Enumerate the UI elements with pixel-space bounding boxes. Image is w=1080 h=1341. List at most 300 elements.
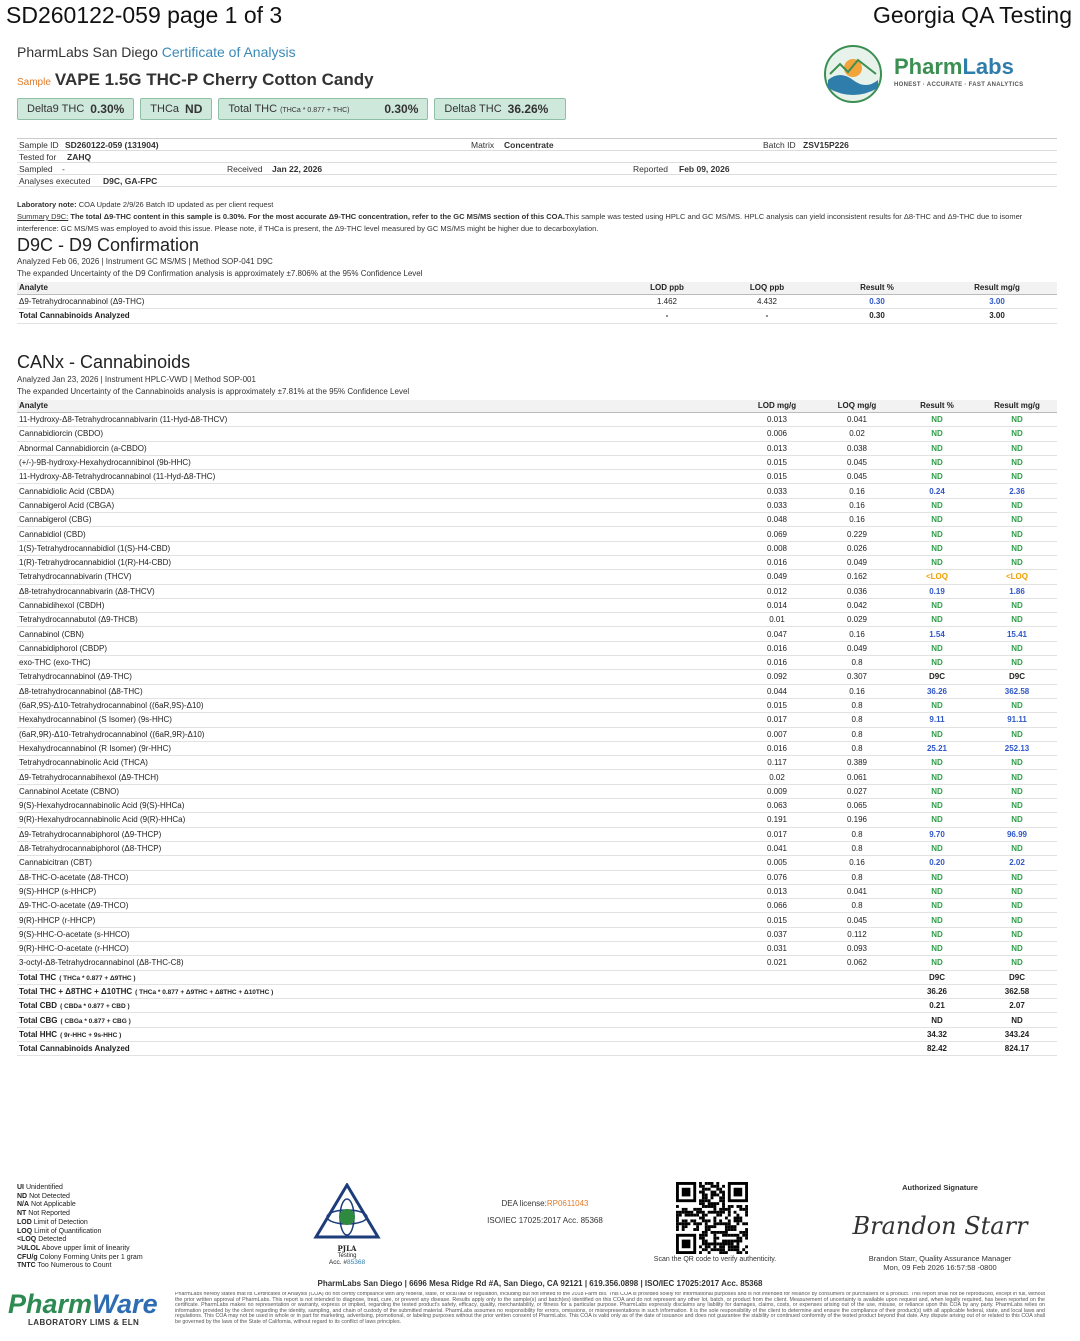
- analyte-name: Tetrahydrocannabinolic Acid (THCA): [19, 758, 148, 768]
- result-pct-cell: 36.26: [897, 684, 977, 698]
- result-mg-cell: ND: [977, 727, 1057, 741]
- abbreviation-legend: [17, 1184, 143, 1271]
- analyte-name: 9(S)-HHCP (s-HHCP): [19, 886, 97, 896]
- lod-cell: 0.021: [737, 956, 817, 970]
- col-result-mg: Result mg/g: [937, 282, 1057, 295]
- d9c-uncertainty: The expanded Uncertainty of the D9 Confirmation analysis is approximately ±7.806% at the 95% Confidence Level: [17, 269, 423, 278]
- lod-cell: 0.009: [737, 784, 817, 798]
- result-mg-cell: D9C: [977, 670, 1057, 684]
- analyte-name: 3-octyl-Δ8-Tetrahydrocannabinol (Δ8-THC-C8): [19, 958, 184, 968]
- analyte-name: Cannabigerol (CBG): [19, 515, 92, 525]
- lod-cell: 0.033: [737, 498, 817, 512]
- result-mg-cell: ND: [977, 555, 1057, 569]
- result-pct-cell: 1.54: [897, 627, 977, 641]
- legend-value: Limit of Detection: [33, 1218, 88, 1226]
- table-row: [17, 641, 1057, 655]
- matrix-label: Matrix: [471, 140, 495, 150]
- result-mg-cell: 1.86: [977, 584, 1057, 598]
- result-pct-cell: ND: [897, 513, 977, 527]
- legend-item: [17, 1236, 143, 1245]
- table-row: [17, 498, 1057, 512]
- lod-cell: 0.008: [737, 541, 817, 555]
- loq-cell: 0.16: [817, 498, 897, 512]
- table-row: [17, 770, 1057, 784]
- summary-bold: The total Δ9-THC content in this sample is 0.30%. For the most accurate Δ9-THC concentration, refer to the GC MS/MS section of this COA.: [70, 212, 565, 221]
- analyte-name: 9(R)-Hexahydrocannabinolic Acid (9(R)-HHCa): [19, 815, 186, 825]
- table-row: [17, 627, 1057, 641]
- result-pct-cell: ND: [897, 427, 977, 441]
- analyte-cell: [17, 713, 737, 727]
- loq-cell: [817, 1042, 897, 1056]
- dea-license: RP0611043: [546, 1199, 589, 1208]
- loq-cell: [817, 1027, 897, 1041]
- lod-cell: 1.462: [617, 295, 717, 309]
- result-mg-cell: ND: [977, 441, 1057, 455]
- dea-label: DEA license:: [501, 1199, 547, 1208]
- analyte-cell: [17, 455, 737, 469]
- analyte-cell: [17, 727, 737, 741]
- result-mg-cell: 91.11: [977, 713, 1057, 727]
- lod-cell: [737, 999, 817, 1013]
- lod-cell: [737, 1013, 817, 1027]
- analyte-cell: [17, 956, 737, 970]
- legend-key: <LOQ: [17, 1236, 37, 1244]
- lod-cell: 0.049: [737, 570, 817, 584]
- lod-cell: 0.013: [737, 884, 817, 898]
- loq-cell: 0.041: [817, 884, 897, 898]
- lod-cell: 0.013: [737, 441, 817, 455]
- table-row: [17, 656, 1057, 670]
- page-id: SD260122-059 page 1 of 3: [6, 2, 283, 28]
- pill-label: Delta8 THC: [444, 103, 502, 115]
- pill-label: Total THC: [228, 103, 278, 115]
- analyte-cell: [17, 913, 737, 927]
- result-mg-cell: 96.99: [977, 827, 1057, 841]
- lod-cell: 0.017: [737, 713, 817, 727]
- pharmlabs-logo: [820, 44, 1060, 104]
- loq-cell: [817, 984, 897, 998]
- loq-cell: 0.061: [817, 770, 897, 784]
- canx-meta: [17, 374, 1057, 398]
- result-pct-cell: ND: [897, 899, 977, 913]
- result-pct-cell: ND: [897, 870, 977, 884]
- summary-text: This sample was tested using HPLC and GC MS/MS. HPLC analysis can yield inconsistent results for Δ8-THC and Δ9-THC due to isomer interference: GC MS/MS was employed to avoid this issue. Please note, if THCa is present, the Δ9-THC level measured by GC MS/MS might be higher due to decarboxylation.: [17, 212, 1023, 233]
- result-mg-cell: 2.36: [977, 484, 1057, 498]
- received-label: Received: [227, 164, 263, 174]
- analyte-name: Δ8-tetrahydrocannabivarin (Δ8-THCV): [19, 586, 155, 596]
- result-pct-cell: ND: [897, 441, 977, 455]
- result-pct-cell: ND: [897, 498, 977, 512]
- loq-cell: 0.029: [817, 613, 897, 627]
- col-result-pct: Result %: [897, 400, 977, 413]
- legend-key: ND: [17, 1192, 28, 1200]
- logo-name: [894, 54, 1014, 80]
- legend-value: Too Numerous to Count: [37, 1262, 112, 1270]
- loq-cell: 0.8: [817, 741, 897, 755]
- analyte-name: Δ8-Tetrahydrocannabiphorol (Δ8-THCP): [19, 844, 162, 854]
- lod-cell: 0.014: [737, 598, 817, 612]
- lab-note: [17, 199, 1057, 211]
- lod-cell: 0.037: [737, 927, 817, 941]
- lod-cell: 0.066: [737, 899, 817, 913]
- canx-analyzed: Analyzed Jan 23, 2026 | Instrument HPLC-VWD | Method SOP-001: [17, 375, 256, 384]
- col-lod: LOD mg/g: [737, 400, 817, 413]
- analyte-name: Cannabidiphorol (CBDP): [19, 643, 108, 653]
- logo-tagline: HONEST · ACCURATE · FAST ANALYTICS: [894, 82, 1024, 88]
- table-row: [17, 756, 1057, 770]
- loq-cell: [817, 999, 897, 1013]
- result-mg-cell: ND: [977, 413, 1057, 427]
- legend-item: [17, 1228, 143, 1237]
- pill-value: 0.30%: [384, 102, 419, 116]
- analyte-cell: [17, 309, 617, 323]
- analyte-name: 11-Hydroxy-Δ8-Tetrahydrocannabivarin (11-Hyd-Δ8-THCV): [19, 415, 228, 425]
- logo-name-b: Labs: [962, 54, 1014, 79]
- table-row: [17, 698, 1057, 712]
- legend-value: Unidentified: [25, 1184, 63, 1191]
- result-pct-cell: ND: [897, 799, 977, 813]
- analyte-cell: [17, 813, 737, 827]
- lab-heading: [17, 44, 296, 60]
- result-mg-cell: ND: [977, 455, 1057, 469]
- loq-cell: 0.045: [817, 455, 897, 469]
- legend-key: CFU/g: [17, 1253, 38, 1261]
- result-mg-cell: ND: [977, 899, 1057, 913]
- analyte-name: (6aR,9R)-Δ10-Tetrahydrocannabinol ((6aR,9R)-Δ10): [19, 729, 205, 739]
- result-mg-cell: ND: [977, 784, 1057, 798]
- table-row: [17, 295, 1057, 309]
- loq-cell: 0.02: [817, 427, 897, 441]
- table-row: [17, 513, 1057, 527]
- result-mg-cell: ND: [977, 870, 1057, 884]
- loq-cell: 0.196: [817, 813, 897, 827]
- lod-cell: 0.016: [737, 555, 817, 569]
- analyte-cell: [17, 941, 737, 955]
- signer-name: Brandon Starr, Quality Assurance Manager: [868, 1254, 1012, 1263]
- result-pct-cell: ND: [897, 541, 977, 555]
- tested-label: Tested for: [19, 152, 57, 162]
- result-mg-cell: 343.24: [977, 1027, 1057, 1041]
- analyte-cell: [17, 841, 737, 855]
- analyte-cell: [17, 770, 737, 784]
- result-mg-cell: ND: [977, 613, 1057, 627]
- sample-info: [17, 138, 1057, 187]
- legend-key: LOD: [17, 1218, 32, 1226]
- loq-cell: -: [717, 309, 817, 323]
- table-row: [17, 584, 1057, 598]
- analyte-name: Cannabidiorcin (CBDO): [19, 429, 104, 439]
- table-row: [17, 427, 1057, 441]
- result-pct-cell: 0.21: [897, 999, 977, 1013]
- result-mg-cell: D9C: [977, 970, 1057, 984]
- table-row: [17, 913, 1057, 927]
- info-row: [17, 151, 1057, 163]
- analyte-cell: [17, 555, 737, 569]
- result-pct-cell: ND: [897, 455, 977, 469]
- table-row: [17, 470, 1057, 484]
- lod-cell: 0.191: [737, 813, 817, 827]
- pjla-accreditation: [312, 1183, 382, 1266]
- lod-cell: [737, 984, 817, 998]
- col-lod: LOD ppb: [617, 282, 717, 295]
- legend-value: Limit of Quantification: [34, 1227, 102, 1235]
- table-row: [17, 455, 1057, 469]
- analyte-name: Δ8-tetrahydrocannabinol (Δ8-THC): [19, 686, 143, 696]
- col-result-pct: Result %: [817, 282, 937, 295]
- analyte-name: 9(R)-HHCP (r-HHCP): [19, 915, 96, 925]
- analyses: D9C, GA-FPC: [103, 176, 158, 186]
- table-row: [17, 741, 1057, 755]
- result-pct-cell: ND: [897, 470, 977, 484]
- lod-cell: 0.015: [737, 470, 817, 484]
- potency-summary: [17, 98, 566, 120]
- lod-cell: 0.048: [737, 513, 817, 527]
- result-mg-cell: ND: [977, 427, 1057, 441]
- lod-cell: 0.076: [737, 870, 817, 884]
- loq-cell: 0.8: [817, 870, 897, 884]
- analyte-cell: [17, 756, 737, 770]
- loq-cell: 0.093: [817, 941, 897, 955]
- pill-label: THCa: [150, 103, 180, 115]
- result-pct-cell: 36.26: [897, 984, 977, 998]
- analyte-cell: [17, 1042, 737, 1056]
- table-row: [17, 541, 1057, 555]
- signature-block: [840, 1183, 1040, 1272]
- analyte-cell: [17, 799, 737, 813]
- analyte-formula: ( THCa * 0.877 + Δ9THC ): [59, 974, 136, 982]
- result-mg-cell: 362.58: [977, 984, 1057, 998]
- analyte-cell: [17, 970, 737, 984]
- result-pct-cell: ND: [897, 555, 977, 569]
- result-mg-cell: ND: [977, 527, 1057, 541]
- table-header: [17, 400, 1057, 413]
- loq-cell: 0.045: [817, 470, 897, 484]
- loq-cell: 0.042: [817, 598, 897, 612]
- lod-cell: [737, 1027, 817, 1041]
- analyte-cell: [17, 613, 737, 627]
- analyte-cell: [17, 684, 737, 698]
- lod-cell: 0.016: [737, 656, 817, 670]
- result-pct-cell: ND: [897, 770, 977, 784]
- table-row: [17, 927, 1057, 941]
- result-pct-cell: ND: [897, 913, 977, 927]
- lod-cell: 0.013: [737, 413, 817, 427]
- analyte-cell: [17, 1027, 737, 1041]
- lod-cell: 0.016: [737, 641, 817, 655]
- analyte-cell: [17, 584, 737, 598]
- col-loq: LOQ mg/g: [817, 400, 897, 413]
- table-row: [17, 941, 1057, 955]
- loq-cell: 0.8: [817, 698, 897, 712]
- lod-cell: 0.007: [737, 727, 817, 741]
- legend-item: [17, 1210, 143, 1219]
- pharmware-sub: LABORATORY LIMS & ELN: [28, 1318, 140, 1327]
- result-mg-cell: ND: [977, 656, 1057, 670]
- lod-cell: [737, 1042, 817, 1056]
- result-pct-cell: 0.19: [897, 584, 977, 598]
- result-mg-cell: 2.02: [977, 856, 1057, 870]
- col-analyte: Analyte: [17, 400, 737, 413]
- result-pct-cell: 25.21: [897, 741, 977, 755]
- result-pct-cell: ND: [897, 641, 977, 655]
- pjla-acc-label: Acc. #: [328, 1259, 347, 1266]
- legend-value: Colony Forming Units per 1 gram: [39, 1253, 143, 1261]
- tested-for: ZAHQ: [67, 152, 92, 162]
- sampled: -: [62, 164, 65, 174]
- loq-cell: 0.041: [817, 413, 897, 427]
- analyte-name: Δ8-THC-O-acetate (Δ8-THCO): [19, 872, 129, 882]
- result-pct-cell: ND: [897, 1013, 977, 1027]
- sample-id-label: Sample ID: [19, 140, 59, 150]
- lod-cell: 0.117: [737, 756, 817, 770]
- result-mg-cell: ND: [977, 841, 1057, 855]
- received: Jan 22, 2026: [272, 164, 323, 174]
- result-mg-cell: ND: [977, 913, 1057, 927]
- loq-cell: [817, 1013, 897, 1027]
- table-row: [17, 999, 1057, 1013]
- pill-label: Delta9 THC: [27, 103, 85, 115]
- pill-total-thc: [218, 98, 428, 120]
- pill-value: ND: [185, 102, 203, 116]
- pharmware-a: Pharm: [8, 1289, 93, 1319]
- loq-cell: 0.038: [817, 441, 897, 455]
- result-mg-cell: ND: [977, 956, 1057, 970]
- result-mg-cell: 3.00: [937, 295, 1057, 309]
- analyte-cell: [17, 698, 737, 712]
- loq-cell: 0.062: [817, 956, 897, 970]
- loq-cell: 0.16: [817, 513, 897, 527]
- analyte-name: Cannabidiolic Acid (CBDA): [19, 486, 115, 496]
- lab-name: PharmLabs San Diego: [17, 44, 158, 60]
- table-row: [17, 799, 1057, 813]
- loq-cell: 0.16: [817, 627, 897, 641]
- loq-cell: 0.16: [817, 856, 897, 870]
- legend-value: Above upper limit of linearity: [41, 1244, 130, 1252]
- result-mg-cell: ND: [977, 813, 1057, 827]
- legend-item: [17, 1245, 143, 1254]
- result-mg-cell: 824.17: [977, 1042, 1057, 1056]
- dea-block: [470, 1195, 620, 1229]
- pharmware-b: Ware: [92, 1289, 158, 1319]
- loq-cell: 0.162: [817, 570, 897, 584]
- legend-value: Not Detected: [29, 1192, 70, 1200]
- pharmware-wordmark: [8, 1290, 158, 1318]
- sample-name: VAPE 1.5G THC-P Cherry Cotton Candy: [54, 70, 374, 89]
- result-pct-cell: <LOQ: [897, 570, 977, 584]
- result-mg-cell: ND: [977, 541, 1057, 555]
- analyte-formula: ( CBGa * 0.877 + CBG ): [60, 1017, 131, 1025]
- sample-id: SD260122-059 (131904): [65, 140, 159, 150]
- signature-image: Brandon Starr: [852, 1212, 1028, 1240]
- lod-cell: 0.041: [737, 841, 817, 855]
- lod-cell: 0.031: [737, 941, 817, 955]
- loq-cell: 0.036: [817, 584, 897, 598]
- info-row: [17, 139, 1057, 151]
- info-row: [17, 163, 1057, 175]
- result-mg-cell: 252.13: [977, 741, 1057, 755]
- table-row: [17, 713, 1057, 727]
- legend-item: [17, 1201, 143, 1210]
- analyte-name: 1(R)-Tetrahydrocannabidiol (1(R)-H4-CBD): [19, 558, 172, 568]
- analyte-name: 1(S)-Tetrahydrocannabidiol (1(S)-H4-CBD): [19, 543, 171, 553]
- lod-cell: 0.033: [737, 484, 817, 498]
- loq-cell: 0.8: [817, 713, 897, 727]
- result-mg-cell: 362.58: [977, 684, 1057, 698]
- analyte-cell: [17, 598, 737, 612]
- disclaimer: PharmLabs hereby states that its Certificates of Analysis (COA) do not certify compliance with any federal, state, or local law or regulation, including but not limited to the 2018 Farm Bill. This COA is provided solely for informational purposes and is not intended for reliance by consumers or purchasers of a product. This report shall not be reproduced, except in full, without the prior written approval of PharmLabs. This report is not intended to diagnose, treat, cure, or prevent any disease. Results apply only to the sample(s) and batch(es) identified on this COA and do not represent any other lot, batch, or product from the client. Measurement of uncertainty is available upon request and, when legally required, has been reported on the certificate. PharmLabs makes no representation or warranty, express or implied, regarding the tested product's safety, efficacy, quality, merchantability, or fitness for a particular purpose. PharmLabs expressly disclaims any liability for damages, claims, costs, or expenses arising out of the use, misuse, or reliance upon this COA by any party. PharmLabs relies on information provided by the client regarding the identity, sampling, and chain of custody of the submitted material. PharmLabs assumes no responsibility for errors, omissions, or misrepresentations in such information. It is the sole responsibility of the client to determine and ensure the compliance of their product(s) with all applicable federal, state, and local laws and regulations. This COA may not be used in whole or in part for marketing, advertising, promotional, or labeling purposes without the prior written consent of PharmLabs. This COA is valid only as of the date of issuance and does not guarantee the stability or continued conformity of the tested product beyond that date. Any dispute arising out of or related to this COA shall be governed by the laws of the State of California, without regard to its conflict of laws principles.: [175, 1292, 1045, 1325]
- legend-value: Not Applicable: [31, 1201, 76, 1209]
- table-row: [17, 956, 1057, 970]
- legend-value: Detected: [38, 1236, 67, 1244]
- result-pct-cell: 9.11: [897, 713, 977, 727]
- qr-code-icon[interactable]: [676, 1182, 748, 1254]
- analyte-cell: [17, 870, 737, 884]
- col-analyte: Analyte: [17, 282, 617, 295]
- analyte-name: Cannabidiol (CBD): [19, 529, 86, 539]
- analyte-cell: [17, 656, 737, 670]
- result-mg-cell: 3.00: [937, 309, 1057, 323]
- result-pct-cell: ND: [897, 956, 977, 970]
- info-row: [17, 175, 1057, 187]
- loq-cell: 0.026: [817, 541, 897, 555]
- analyte-name: Total THC + Δ8THC + Δ10THC: [19, 987, 133, 997]
- loq-cell: 0.229: [817, 527, 897, 541]
- result-pct-cell: ND: [897, 927, 977, 941]
- analyte-formula: ( 9r-HHC + 9s-HHC ): [60, 1031, 122, 1039]
- analyte-cell: [17, 541, 737, 555]
- pjla-sub: Testing: [337, 1253, 357, 1259]
- analyte-cell: [17, 927, 737, 941]
- result-pct-cell: ND: [897, 598, 977, 612]
- lod-cell: 0.012: [737, 584, 817, 598]
- analyte-name: Δ9-Tetrahydrocannabiphorol (Δ9-THCP): [19, 829, 162, 839]
- d9c-analyzed: Analyzed Feb 06, 2026 | Instrument GC MS/MS | Method SOP-041 D9C: [17, 257, 273, 266]
- table-row: [17, 899, 1057, 913]
- table-row: [17, 984, 1057, 998]
- logo-name-a: Pharm: [894, 54, 963, 79]
- lod-cell: 0.063: [737, 799, 817, 813]
- result-mg-cell: ND: [977, 799, 1057, 813]
- analyte-name: Δ9-Tetrahydrocannabinol (Δ9-THC): [19, 297, 145, 307]
- d9c-table: [17, 282, 1057, 324]
- canx-title: CANx - Cannabinoids: [17, 352, 191, 372]
- lod-cell: 0.017: [737, 827, 817, 841]
- result-pct-cell: 0.24: [897, 484, 977, 498]
- result-mg-cell: ND: [977, 884, 1057, 898]
- sample-heading: [17, 70, 374, 90]
- analyte-cell: [17, 627, 737, 641]
- loq-cell: [817, 970, 897, 984]
- result-mg-cell: ND: [977, 598, 1057, 612]
- result-pct-cell: ND: [897, 413, 977, 427]
- table-row: [17, 1027, 1057, 1041]
- loq-cell: 0.112: [817, 927, 897, 941]
- analyte-name: Total CBG: [19, 1015, 58, 1025]
- table-row: [17, 670, 1057, 684]
- analyte-name: Cannabidihexol (CBDH): [19, 601, 105, 610]
- analyte-cell: [17, 527, 737, 541]
- analyte-cell: [17, 899, 737, 913]
- result-pct-cell: D9C: [897, 670, 977, 684]
- analyte-name: Abnormal Cannabidiorcin (a-CBDO): [19, 443, 147, 453]
- table-row: [17, 684, 1057, 698]
- result-pct-cell: ND: [897, 656, 977, 670]
- result-mg-cell: ND: [977, 941, 1057, 955]
- result-mg-cell: ND: [977, 698, 1057, 712]
- signature-title: Authorized Signature: [902, 1183, 978, 1192]
- result-mg-cell: ND: [977, 498, 1057, 512]
- loq-cell: 0.16: [817, 484, 897, 498]
